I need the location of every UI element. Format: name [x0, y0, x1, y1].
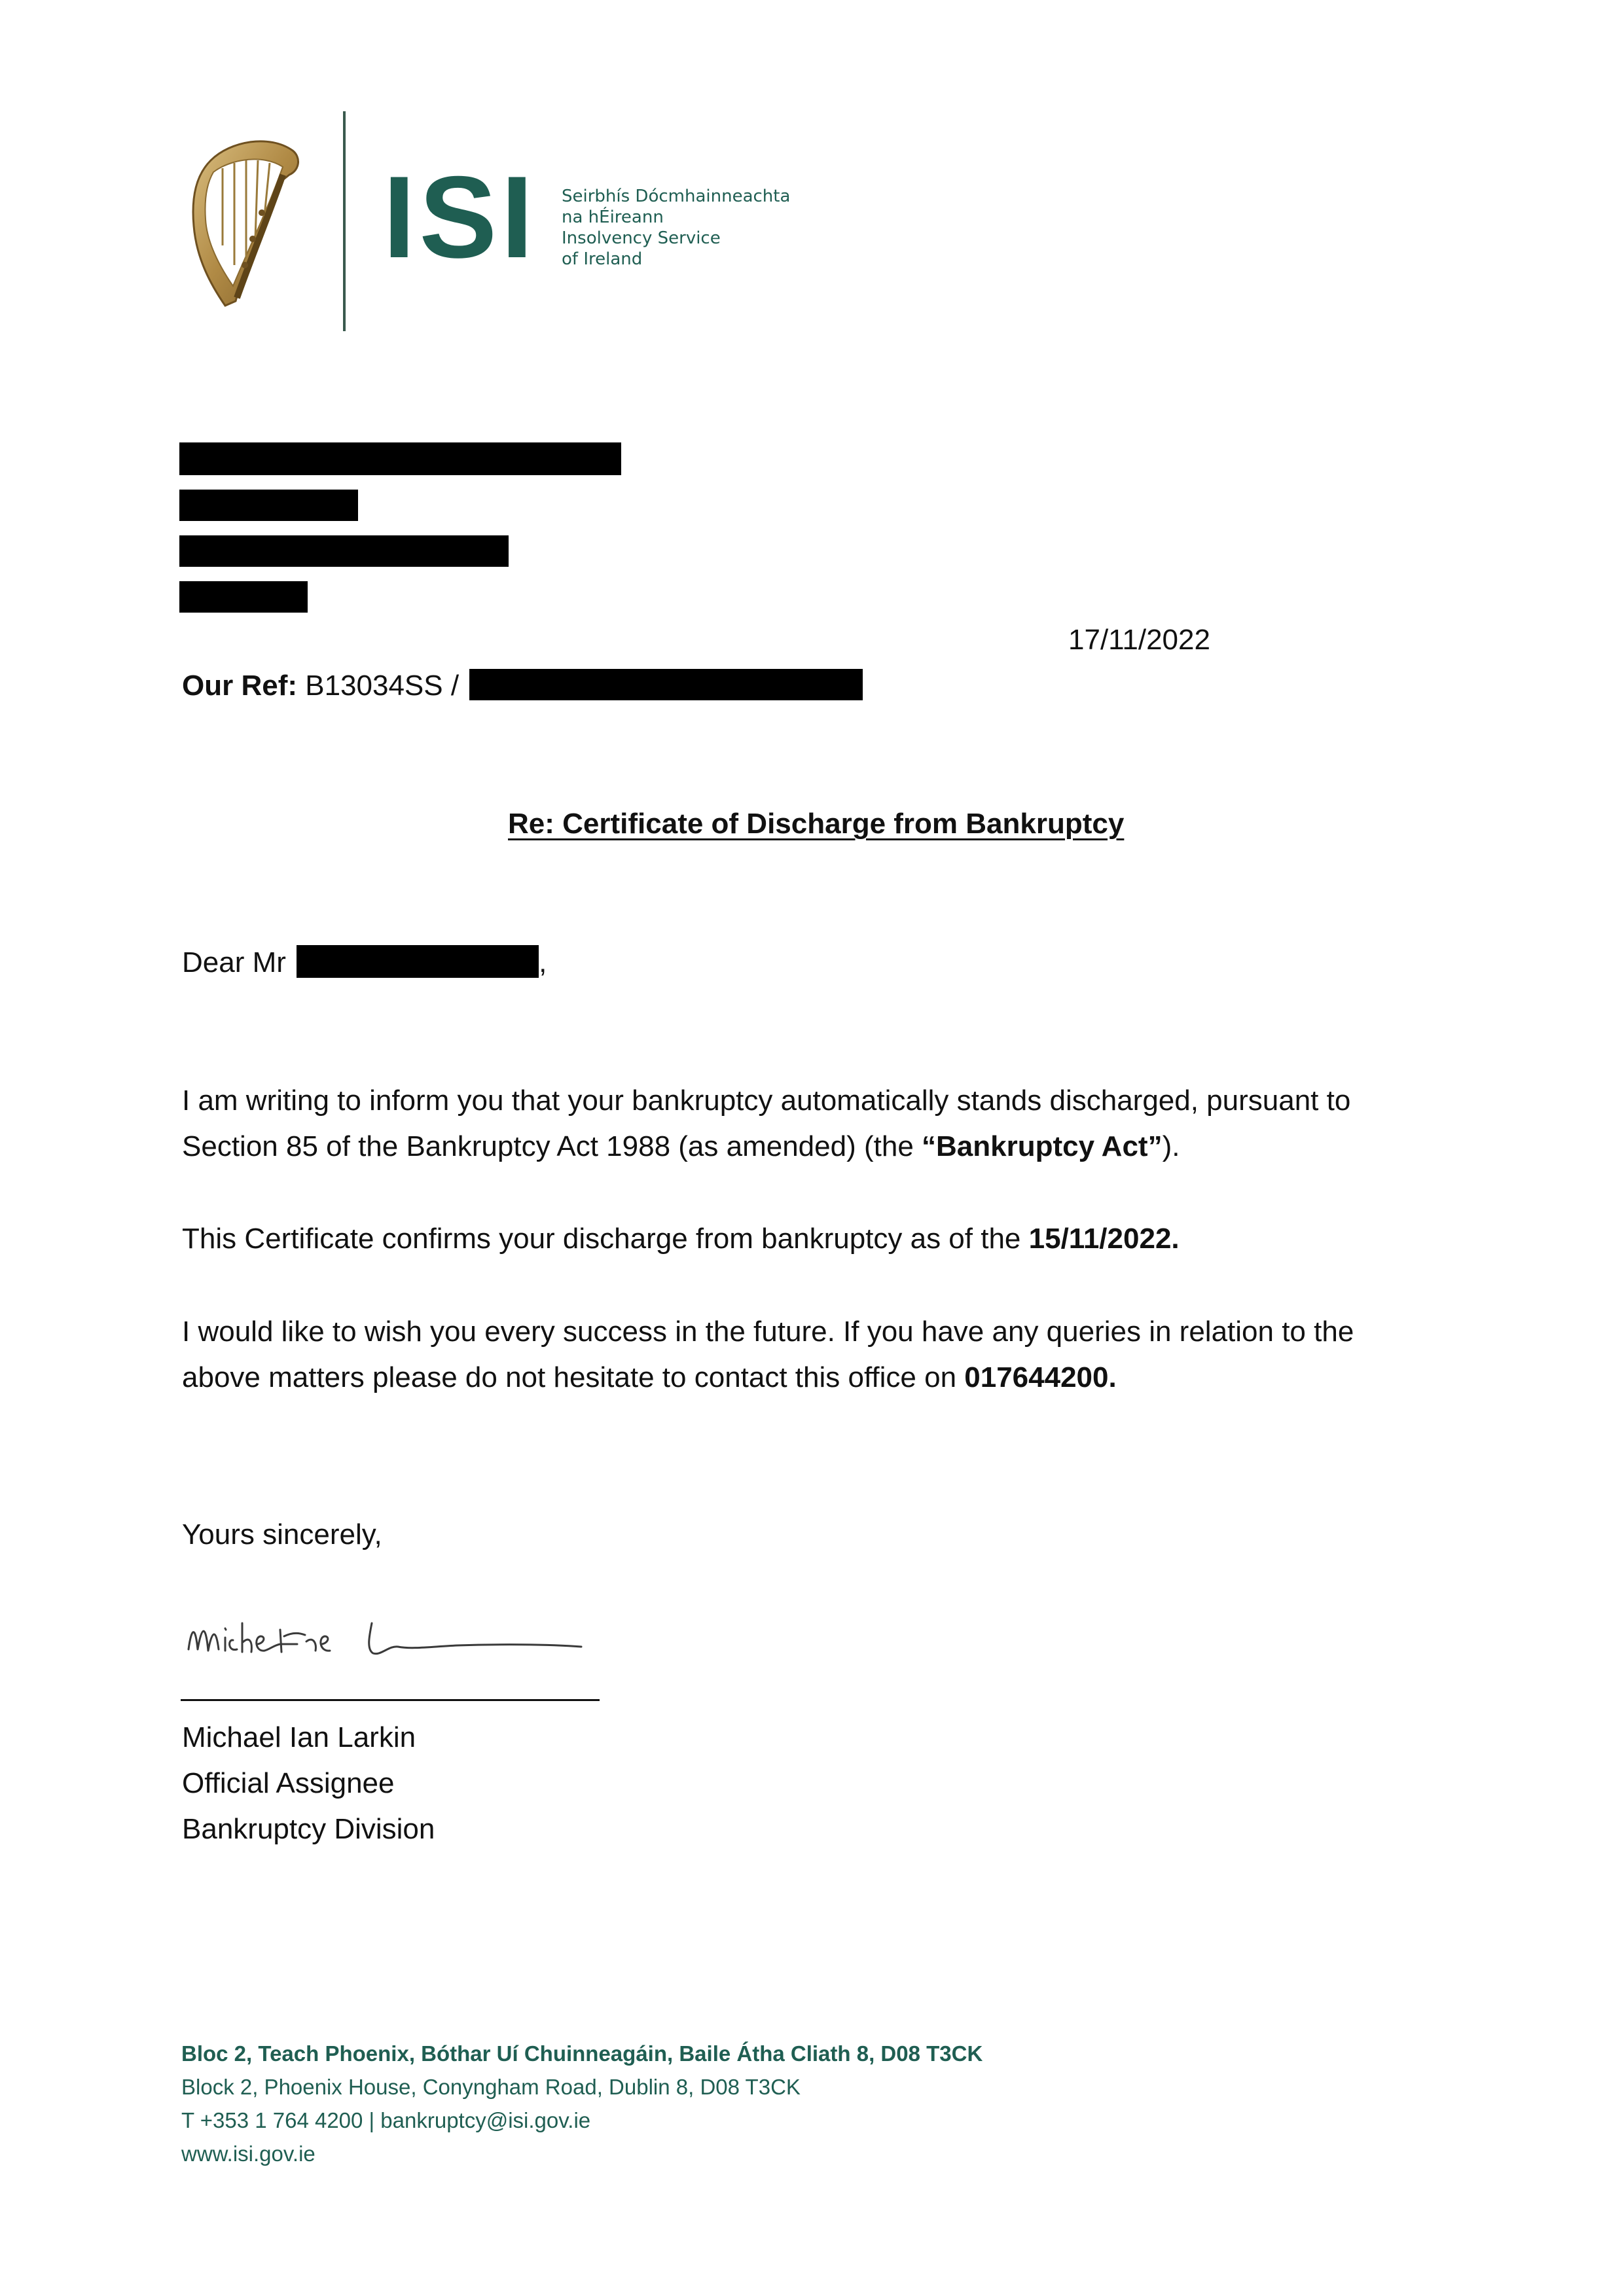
redacted-address-line	[179, 442, 621, 475]
isi-name-line: na hÉireann	[562, 207, 664, 227]
paragraph-contact-line-2	[182, 1355, 1117, 1401]
paragraph-text: Section 85 of the Bankruptcy Act 1988 (as amended) (the	[182, 1130, 922, 1162]
isi-name-block	[562, 186, 790, 270]
salutation	[182, 940, 547, 986]
paragraph-discharge-line-2	[182, 1124, 1180, 1170]
footer	[181, 2037, 983, 2170]
logo-divider	[343, 111, 346, 331]
isi-name-line: Seirbhís Dócmhainneachta	[562, 187, 791, 206]
isi-name-line: Insolvency Service	[562, 228, 721, 248]
paragraph-text: above matters please do not hesitate to contact this office on	[182, 1361, 965, 1393]
redacted-reference	[469, 669, 863, 700]
reference-label: Our Ref:	[182, 670, 297, 702]
redacted-address-line	[179, 490, 358, 521]
reference-value: B13034SS /	[305, 670, 460, 702]
discharge-date: 15/11/2022.	[1028, 1223, 1180, 1255]
footer-address-irish: Bloc 2, Teach Phoenix, Bóthar Uí Chuinneagáin, Baile Átha Cliath 8, D08 T3CK	[181, 2041, 983, 2066]
footer-website: www.isi.gov.ie	[181, 2142, 316, 2166]
footer-contact: T +353 1 764 4200 | bankruptcy@isi.gov.ie	[181, 2108, 591, 2132]
closing: Yours sincerely,	[182, 1518, 382, 1551]
paragraph-text: This Certificate confirms your discharge from bankruptcy as of the	[182, 1223, 1029, 1255]
handwritten-signature	[182, 1590, 601, 1669]
redacted-address-line	[179, 535, 509, 567]
isi-name-line: of Ireland	[562, 249, 643, 269]
redacted-name	[297, 945, 539, 978]
salutation-prefix: Dear Mr	[182, 946, 286, 978]
signature-line	[181, 1699, 600, 1701]
signatory-division: Bankruptcy Division	[182, 1813, 435, 1845]
paragraph-discharge-line-1: I am writing to inform you that your bankruptcy automatically stands discharged, pursuant to	[182, 1085, 1351, 1117]
signatory-title: Official Assignee	[182, 1767, 395, 1799]
bankruptcy-act-term: “Bankruptcy Act”	[922, 1130, 1163, 1162]
harp-icon	[185, 134, 304, 312]
paragraph-text: ).	[1162, 1130, 1180, 1162]
salutation-suffix: ,	[539, 946, 547, 978]
signatory-name: Michael Ian Larkin	[182, 1721, 416, 1753]
paragraph-contact-line-1: I would like to wish you every success in the future. If you have any queries in relation to the	[182, 1316, 1354, 1348]
footer-address-english: Block 2, Phoenix House, Conyngham Road, Dublin 8, D08 T3CK	[181, 2075, 801, 2099]
letter-subject: Re: Certificate of Discharge from Bankruptcy	[508, 808, 1125, 840]
redacted-address-line	[179, 581, 308, 613]
contact-phone: 017644200.	[964, 1361, 1117, 1393]
letter-date: 17/11/2022	[1068, 624, 1210, 656]
reference-line	[182, 663, 863, 709]
isi-logo-wordmark: ISI	[383, 152, 537, 282]
paragraph-certificate	[182, 1216, 1180, 1262]
